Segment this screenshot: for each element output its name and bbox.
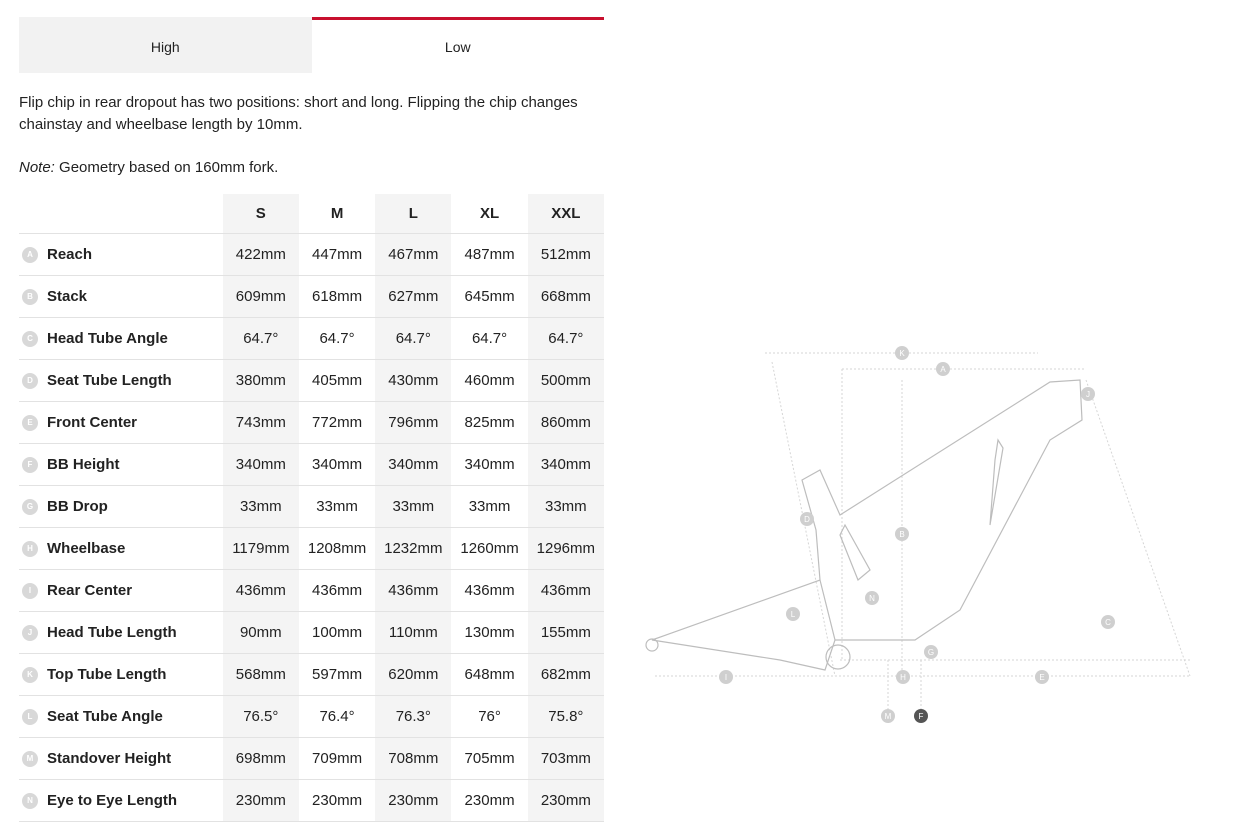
fork-note (19, 158, 278, 178)
table-row (19, 780, 604, 822)
value-cell: 340mm (451, 444, 527, 486)
value-cell: 500mm (528, 360, 604, 402)
value-cell: 33mm (223, 486, 299, 528)
value-cell: 645mm (451, 276, 527, 318)
value-cell: 708mm (375, 738, 451, 780)
diagram-marker-a (936, 362, 950, 376)
marker-letter: B (899, 530, 905, 539)
value-cell: 430mm (375, 360, 451, 402)
diagram-marker-g (924, 645, 938, 659)
measurement-name: BB Drop (47, 498, 108, 515)
marker-letter: K (899, 349, 905, 358)
value-cell: 825mm (451, 402, 527, 444)
value-cell: 33mm (528, 486, 604, 528)
geometry-table-body (19, 234, 604, 822)
value-cell: 64.7° (223, 318, 299, 360)
value-cell: 1296mm (528, 528, 604, 570)
value-cell: 648mm (451, 654, 527, 696)
value-cell: 90mm (223, 612, 299, 654)
measurement-name: Head Tube Length (47, 624, 177, 641)
value-cell: 703mm (528, 738, 604, 780)
value-cell: 705mm (451, 738, 527, 780)
letter-badge-icon: E (22, 415, 38, 431)
marker-letter: M (884, 712, 892, 721)
value-cell: 230mm (223, 780, 299, 822)
table-row (19, 276, 604, 318)
measurement-name: BB Height (47, 456, 120, 473)
marker-letter: I (724, 673, 728, 682)
value-cell: 100mm (299, 612, 375, 654)
row-label (19, 624, 223, 641)
value-cell: 64.7° (451, 318, 527, 360)
value-cell: 64.7° (375, 318, 451, 360)
row-label (19, 246, 223, 263)
value-cell: 155mm (528, 612, 604, 654)
measurement-name: Wheelbase (47, 540, 126, 557)
value-cell: 110mm (375, 612, 451, 654)
diagram-marker-h (896, 670, 910, 684)
value-cell: 76.4° (299, 696, 375, 738)
header-spacer (19, 194, 223, 234)
value-cell: 436mm (223, 570, 299, 612)
value-cell: 512mm (528, 234, 604, 276)
row-label (19, 372, 223, 389)
value-cell: 709mm (299, 738, 375, 780)
diagram-marker-n (865, 591, 879, 605)
value-cell: 340mm (223, 444, 299, 486)
tab-high[interactable]: High (19, 17, 312, 73)
diagram-marker-c (1101, 615, 1115, 629)
row-label (19, 330, 223, 347)
measurement-name: Reach (47, 246, 93, 263)
marker-letter: A (940, 365, 946, 374)
bike-geometry-diagram (630, 340, 1230, 740)
marker-letter: C (1105, 618, 1111, 627)
marker-letter: N (869, 594, 875, 603)
letter-badge-icon: L (22, 709, 38, 725)
value-cell: 436mm (451, 570, 527, 612)
diagram-marker-d (800, 512, 814, 526)
value-cell: 405mm (299, 360, 375, 402)
value-cell: 597mm (299, 654, 375, 696)
diagram-marker-k (895, 346, 909, 360)
row-label (19, 750, 223, 767)
value-cell: 668mm (528, 276, 604, 318)
flip-chip-description: Flip chip in rear dropout has two positions: short and long. Flipping the chip changes chainstay and wheelbase length by 10mm. (19, 94, 578, 133)
row-label (19, 540, 223, 557)
value-cell: 698mm (223, 738, 299, 780)
value-cell: 64.7° (299, 318, 375, 360)
value-cell: 618mm (299, 276, 375, 318)
marker-letter: G (927, 648, 935, 657)
marker-letter: J (1086, 390, 1090, 399)
value-cell: 380mm (223, 360, 299, 402)
diagram-marker-f (914, 709, 928, 723)
geometry-tabs (19, 17, 604, 73)
row-label (19, 498, 223, 515)
row-label-cell (19, 738, 223, 780)
value-cell: 1260mm (451, 528, 527, 570)
marker-letter: H (900, 673, 906, 682)
measurement-name: Front Center (47, 414, 137, 431)
marker-letter: L (790, 610, 796, 619)
value-cell: 76.5° (223, 696, 299, 738)
value-cell: 230mm (528, 780, 604, 822)
value-cell: 230mm (375, 780, 451, 822)
row-label-cell (19, 486, 223, 528)
letter-badge-icon: I (22, 583, 38, 599)
value-cell: 436mm (375, 570, 451, 612)
measurement-name: Eye to Eye Length (47, 792, 178, 809)
size-header-row (19, 194, 604, 234)
row-label-cell (19, 444, 223, 486)
diagram-marker-i (719, 670, 733, 684)
row-label (19, 414, 223, 431)
letter-badge-icon: D (22, 373, 38, 389)
measurement-name: Standover Height (47, 750, 172, 767)
letter-badge-icon: M (22, 751, 38, 767)
row-label-cell (19, 234, 223, 276)
value-cell: 568mm (223, 654, 299, 696)
diagram-marker-l (786, 607, 800, 621)
value-cell: 796mm (375, 402, 451, 444)
table-row (19, 444, 604, 486)
value-cell: 76.3° (375, 696, 451, 738)
measurement-name: Seat Tube Length (47, 372, 172, 389)
table-row (19, 738, 604, 780)
geometry-table (19, 194, 604, 822)
value-cell: 682mm (528, 654, 604, 696)
diagram-marker-j (1081, 387, 1095, 401)
row-label-cell (19, 402, 223, 444)
value-cell: 1232mm (375, 528, 451, 570)
value-cell: 627mm (375, 276, 451, 318)
rear-triangle-outline (652, 580, 835, 670)
table-row (19, 612, 604, 654)
row-label (19, 666, 223, 683)
size-header-m: M (299, 194, 375, 234)
value-cell: 436mm (528, 570, 604, 612)
row-label (19, 456, 223, 473)
size-header-l: L (375, 194, 451, 234)
row-label (19, 708, 223, 725)
letter-badge-icon: A (22, 247, 38, 263)
measurement-name: Stack (47, 288, 88, 305)
value-cell: 436mm (299, 570, 375, 612)
downtube-guard-outline (990, 440, 1003, 525)
letter-badge-icon: J (22, 625, 38, 641)
rear-axle-outline (646, 639, 658, 651)
row-label-cell (19, 528, 223, 570)
letter-badge-icon: G (22, 499, 38, 515)
value-cell: 75.8° (528, 696, 604, 738)
row-label-cell (19, 360, 223, 402)
value-cell: 1179mm (223, 528, 299, 570)
value-cell: 340mm (375, 444, 451, 486)
value-cell: 460mm (451, 360, 527, 402)
row-label-cell (19, 696, 223, 738)
row-label (19, 288, 223, 305)
row-label-cell (19, 318, 223, 360)
value-cell: 447mm (299, 234, 375, 276)
value-cell: 772mm (299, 402, 375, 444)
size-header-s: S (223, 194, 299, 234)
size-header-xxl: XXL (528, 194, 604, 234)
size-header-xl: XL (451, 194, 527, 234)
table-row (19, 234, 604, 276)
row-label-cell (19, 654, 223, 696)
letter-badge-icon: N (22, 793, 38, 809)
table-row (19, 318, 604, 360)
value-cell: 609mm (223, 276, 299, 318)
value-cell: 33mm (299, 486, 375, 528)
table-row (19, 654, 604, 696)
table-row (19, 360, 604, 402)
table-row (19, 570, 604, 612)
value-cell: 76° (451, 696, 527, 738)
measurement-name: Rear Center (47, 582, 133, 599)
letter-badge-icon: B (22, 289, 38, 305)
diagram-marker-b (895, 527, 909, 541)
diagram-marker-m (881, 709, 895, 723)
table-row (19, 402, 604, 444)
row-label (19, 792, 223, 809)
value-cell: 487mm (451, 234, 527, 276)
head-angle-guide-line (1086, 380, 1190, 676)
measurement-name: Top Tube Length (47, 666, 167, 683)
value-cell: 422mm (223, 234, 299, 276)
letter-badge-icon: F (22, 457, 38, 473)
diagram-marker-e (1035, 670, 1049, 684)
value-cell: 64.7° (528, 318, 604, 360)
value-cell: 230mm (299, 780, 375, 822)
letter-badge-icon: H (22, 541, 38, 557)
row-label-cell (19, 276, 223, 318)
note-label: Note: (19, 159, 55, 176)
row-label-cell (19, 612, 223, 654)
measurement-name: Seat Tube Angle (47, 708, 163, 725)
marker-letter: D (804, 515, 810, 524)
table-row (19, 528, 604, 570)
table-row (19, 486, 604, 528)
value-cell: 743mm (223, 402, 299, 444)
value-cell: 340mm (528, 444, 604, 486)
value-cell: 467mm (375, 234, 451, 276)
letter-badge-icon: K (22, 667, 38, 683)
row-label-cell (19, 780, 223, 822)
value-cell: 340mm (299, 444, 375, 486)
front-triangle-outline (802, 380, 1082, 640)
diagram-marker-layer (719, 346, 1115, 723)
note-text: Geometry based on 160mm fork. (54, 159, 279, 176)
value-cell: 1208mm (299, 528, 375, 570)
tab-low[interactable]: Low (312, 17, 605, 73)
letter-badge-icon: C (22, 331, 38, 347)
marker-letter: F (918, 712, 924, 721)
value-cell: 860mm (528, 402, 604, 444)
value-cell: 33mm (451, 486, 527, 528)
value-cell: 230mm (451, 780, 527, 822)
shock-outline (840, 525, 870, 580)
value-cell: 130mm (451, 612, 527, 654)
row-label-cell (19, 570, 223, 612)
value-cell: 620mm (375, 654, 451, 696)
row-label (19, 582, 223, 599)
marker-letter: E (1039, 673, 1045, 682)
measurement-name: Head Tube Angle (47, 330, 168, 347)
value-cell: 33mm (375, 486, 451, 528)
table-row (19, 696, 604, 738)
